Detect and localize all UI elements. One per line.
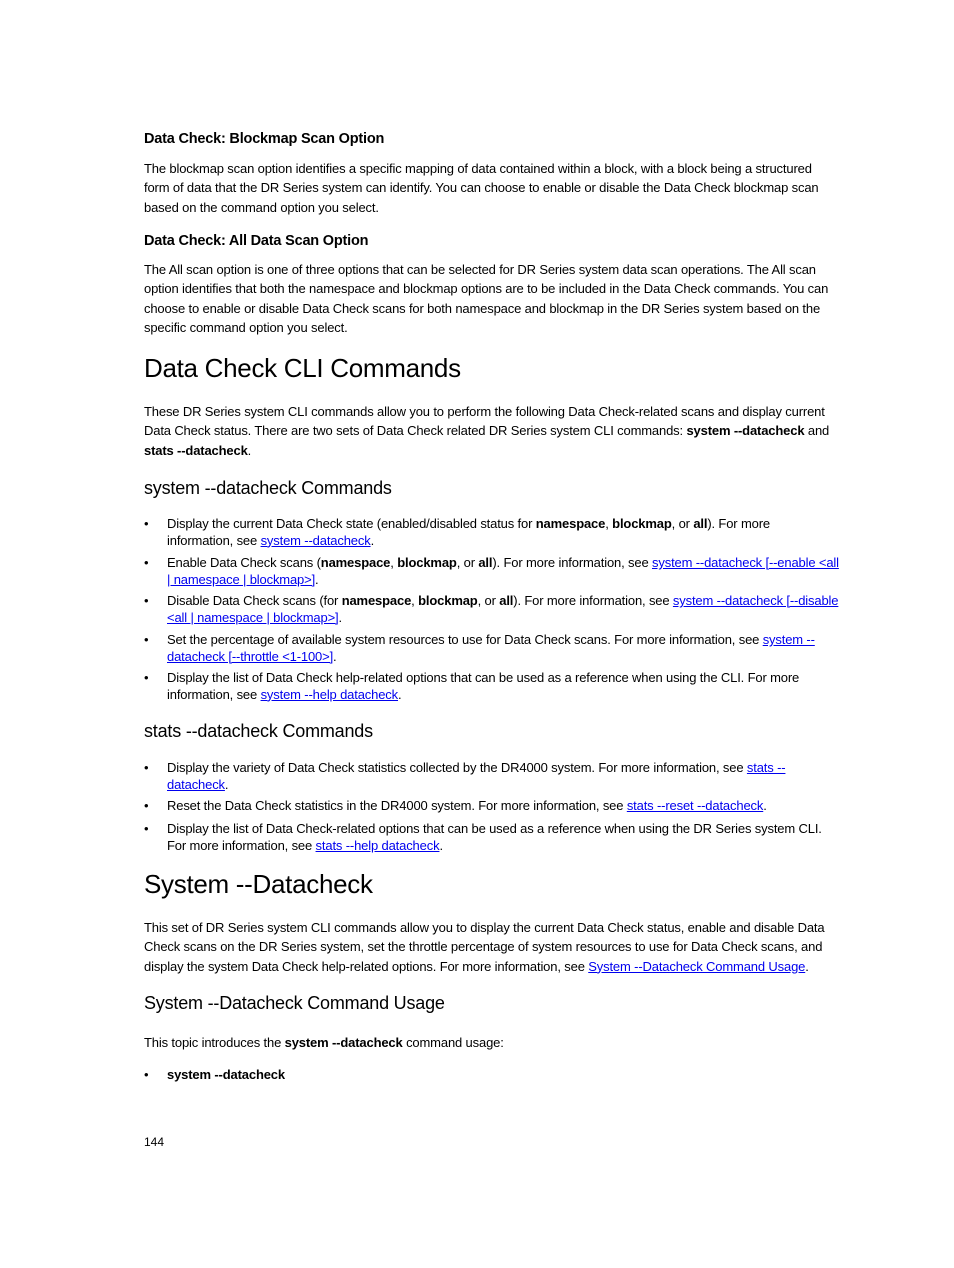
- allscan-heading: Data Check: All Data Scan Option: [144, 233, 369, 249]
- blockmap-heading: Data Check: Blockmap Scan Option: [144, 131, 385, 147]
- bullet: •: [144, 670, 149, 685]
- link-stats-datacheck[interactable]: stats --datacheck: [167, 760, 786, 792]
- link-system-datacheck-throttle[interactable]: system --datacheck [--throttle <1-100>]: [167, 632, 815, 664]
- link-system-datacheck[interactable]: system --datacheck: [260, 532, 371, 548]
- link-system-datacheck-disable[interactable]: system --datacheck [--disable <all | namespace | blockmap>]: [167, 593, 839, 625]
- page-number: 144: [144, 1135, 165, 1149]
- link-command-usage[interactable]: System --Datacheck Command Usage: [588, 958, 806, 974]
- bullet: •: [144, 1067, 149, 1082]
- bullet: •: [144, 760, 149, 775]
- link-system-datacheck-enable[interactable]: system --datacheck [--enable <all | namespace | blockmap>]: [167, 555, 839, 587]
- cli-heading: Data Check CLI Commands: [144, 353, 461, 383]
- bullet: •: [144, 821, 149, 836]
- link-stats-reset-datacheck[interactable]: stats --reset --datacheck: [626, 798, 764, 813]
- cli-intro: These DR Series system CLI commands allow you to perform the following Data Check-related scans and display current Data Check status. There are two sets of Data Check related DR Series system CLI commands: system --datacheck and stats --datacheck.: [144, 404, 830, 458]
- system-datacheck-heading: System --Datacheck: [144, 869, 373, 899]
- usage-command: system --datacheck: [167, 1067, 285, 1082]
- bullet: •: [144, 516, 149, 531]
- bullet: •: [144, 555, 149, 570]
- link-system-help-datacheck[interactable]: system --help datacheck: [260, 686, 399, 702]
- system-datacheck-paragraph: This set of DR Series system CLI commands allow you to display the current Data Check status, enable and disable Data Check scans on the DR Series system, set the throttle percentage of system resources to use for Data Check scans, and display the system Data Check help-related options. For more information, see System --Datacheck Command Usage.: [144, 920, 825, 974]
- bullet: •: [144, 798, 149, 813]
- command-usage-intro: This topic introduces the system --datacheck command usage:: [144, 1035, 504, 1050]
- bullet: •: [144, 593, 149, 608]
- allscan-paragraph: The All scan option is one of three options that can be selected for DR Series system data scan operations. The All scan option identifies that both the namespace and blockmap options are to be included in the Data Check commands. You can choose to enable or disable Data Check scans for both namespace and blockmap in the DR Series system based on the specific command option you select.: [144, 262, 829, 335]
- link-stats-help-datacheck[interactable]: stats --help datacheck: [315, 837, 440, 853]
- stats-commands-heading: stats --datacheck Commands: [144, 721, 373, 741]
- command-usage-heading: System --Datacheck Command Usage: [144, 993, 445, 1013]
- bullet: •: [144, 632, 149, 647]
- system-commands-heading: system --datacheck Commands: [144, 478, 392, 498]
- blockmap-paragraph: The blockmap scan option identifies a specific mapping of data contained within a block, with a block being a structured form of data that the DR Series system can identify. You can choose to enable or disable the Data Check blockmap scan based on the command option you select.: [144, 161, 819, 215]
